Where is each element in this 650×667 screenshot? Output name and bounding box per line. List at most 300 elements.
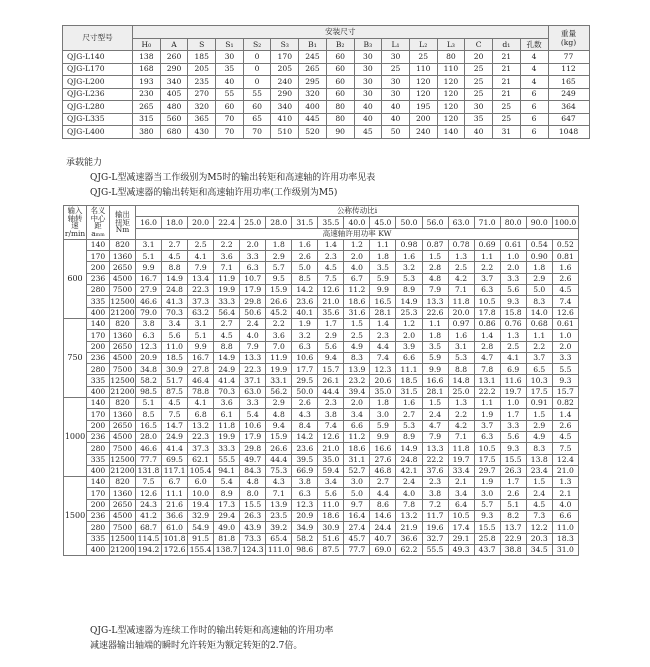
table-row	[64, 477, 579, 488]
power-cell: 12.3	[136, 341, 162, 352]
power-cell: 10.0	[188, 488, 214, 499]
power-cell: 10.6	[292, 352, 318, 363]
power-cell: 17.4	[448, 522, 474, 533]
center-distance-cell: 236	[87, 352, 110, 363]
power-cell: 69.5	[162, 454, 188, 465]
table-cell: 6	[520, 126, 548, 139]
table-cell: 120	[409, 88, 437, 101]
power-cell: 155.4	[188, 544, 214, 555]
torque-cell: 820	[110, 318, 136, 329]
power-cell: 13.2	[188, 420, 214, 431]
power-cell: 0.82	[552, 398, 578, 409]
power-cell: 46.6	[136, 443, 162, 454]
power-cell: 42.1	[396, 465, 422, 476]
power-cell: 1.8	[370, 251, 396, 262]
power-cell: 1.7	[500, 477, 526, 488]
power-cell: 1.6	[448, 330, 474, 341]
power-cell: 2.9	[266, 251, 292, 262]
power-cell: 2.2	[266, 318, 292, 329]
table-cell: 0	[243, 51, 271, 64]
power-cell: 65.4	[266, 533, 292, 544]
center-distance-cell: 200	[87, 499, 110, 510]
power-cell: 87.5	[162, 386, 188, 397]
torque-cell: 4500	[110, 273, 136, 284]
power-cell: 2.7	[162, 239, 188, 250]
table-cell: 40	[382, 101, 410, 114]
power-cell: 23.5	[266, 511, 292, 522]
power-cell: 9.5	[266, 273, 292, 284]
power-cell: 10.3	[526, 375, 552, 386]
power-cell: 124.3	[240, 544, 266, 555]
power-cell: 1.1	[526, 330, 552, 341]
column-header: L₂	[409, 39, 437, 51]
power-cell: 14.6	[370, 511, 396, 522]
power-cell: 0.98	[396, 239, 422, 250]
power-cell: 7.8	[474, 364, 500, 375]
column-header: S₃	[271, 39, 299, 51]
power-cell: 9.9	[136, 262, 162, 273]
table-cell: 320	[299, 88, 327, 101]
table-cell: 680	[160, 126, 188, 139]
power-cell: 23.2	[344, 375, 370, 386]
power-cell: 14.8	[448, 375, 474, 386]
power-cell: 7.0	[266, 341, 292, 352]
power-cell: 4.5	[552, 431, 578, 442]
power-cell: 2.8	[474, 341, 500, 352]
power-cell: 3.6	[214, 251, 240, 262]
ratio-cell: 90.0	[526, 217, 552, 228]
power-cell: 62.1	[188, 454, 214, 465]
power-cell: 3.6	[214, 398, 240, 409]
input-speed-cell: 750	[64, 318, 87, 397]
power-cell: 35.6	[318, 307, 344, 318]
power-cell: 1.4	[318, 239, 344, 250]
table-row	[63, 51, 590, 64]
footer-note-2: 减速器输出轴端的瞬时允许转矩为额定转矩的2.7倍。	[90, 641, 303, 651]
power-cell: 1.3	[552, 477, 578, 488]
power-cell: 10.5	[448, 511, 474, 522]
table-cell: 4	[520, 76, 548, 89]
power-cell: 23.6	[292, 296, 318, 307]
power-cell: 49.3	[448, 544, 474, 555]
center-distance-cell: 335	[87, 533, 110, 544]
power-cell: 3.4	[344, 409, 370, 420]
power-cell: 2.6	[500, 488, 526, 499]
power-cell: 21.0	[552, 465, 578, 476]
column-header: S	[188, 39, 216, 51]
power-cell: 14.9	[162, 273, 188, 284]
power-cell: 1.7	[318, 318, 344, 329]
table-row	[63, 113, 590, 126]
power-cell: 11.6	[500, 375, 526, 386]
column-header: H₀	[133, 39, 161, 51]
power-cell: 3.2	[396, 262, 422, 273]
power-cell: 17.3	[214, 499, 240, 510]
power-cell: 9.7	[344, 499, 370, 510]
table-cell: 185	[188, 51, 216, 64]
table-row	[64, 352, 579, 363]
power-cell: 2.4	[240, 318, 266, 329]
table-row	[64, 341, 579, 352]
power-cell: 11.0	[552, 522, 578, 533]
power-cell: 1.8	[422, 330, 448, 341]
table-cell: 30	[382, 76, 410, 89]
table-cell: 77	[548, 51, 589, 64]
power-cell: 16.5	[136, 420, 162, 431]
power-cell: 84.3	[240, 465, 266, 476]
power-cell: 15.5	[500, 454, 526, 465]
power-cell: 39.5	[292, 454, 318, 465]
table-cell: 205	[188, 63, 216, 76]
power-cell: 2.6	[292, 398, 318, 409]
ratio-cell: 56.0	[422, 217, 448, 228]
power-cell: 32.7	[422, 533, 448, 544]
power-cell: 9.9	[370, 285, 396, 296]
power-cell: 12.4	[552, 454, 578, 465]
table-cell: 120	[437, 76, 465, 89]
torque-cell: 1360	[110, 488, 136, 499]
power-cell: 19.9	[214, 431, 240, 442]
table-cell: 410	[271, 113, 299, 126]
power-cell: 16.7	[188, 352, 214, 363]
power-cell: 14.9	[214, 352, 240, 363]
power-cell: 1.5	[526, 409, 552, 420]
table-cell: 20	[465, 51, 493, 64]
power-cell: 8.5	[292, 273, 318, 284]
power-cell: 2.0	[344, 398, 370, 409]
power-cell: 2.0	[396, 330, 422, 341]
torque-cell: 2650	[110, 262, 136, 273]
power-cell: 5.0	[344, 488, 370, 499]
power-cell: 1.4	[552, 409, 578, 420]
power-cell: 6.3	[292, 488, 318, 499]
power-cell: 34.9	[292, 522, 318, 533]
power-cell: 98.5	[136, 386, 162, 397]
ratio-cell: 35.5	[318, 217, 344, 228]
power-cell: 4.5	[214, 330, 240, 341]
power-cell: 35.0	[370, 386, 396, 397]
power-cell: 55.5	[422, 544, 448, 555]
table-row	[63, 63, 590, 76]
table-cell: 205	[271, 63, 299, 76]
power-cell: 29.5	[292, 375, 318, 386]
power-cell: 9.9	[188, 341, 214, 352]
power-cell: 4.0	[240, 330, 266, 341]
center-distance-cell: 170	[87, 409, 110, 420]
power-cell: 45.2	[266, 307, 292, 318]
table-cell: 70	[216, 126, 244, 139]
power-cell: 8.6	[370, 499, 396, 510]
power-cell: 2.5	[188, 239, 214, 250]
power-cell: 4.8	[266, 409, 292, 420]
table-cell: 35	[216, 63, 244, 76]
column-header: S₁	[216, 39, 244, 51]
power-cell: 8.0	[240, 488, 266, 499]
power-cell: 7.9	[188, 262, 214, 273]
power-cell: 2.0	[552, 341, 578, 352]
table-cell: 55	[216, 88, 244, 101]
power-cell: 77.7	[136, 454, 162, 465]
table-cell: 31	[492, 126, 520, 139]
power-cell: 7.4	[370, 352, 396, 363]
table-row	[64, 454, 579, 465]
power-cell: 4.9	[526, 431, 552, 442]
power-cell: 0.61	[552, 318, 578, 329]
power-cell: 2.0	[344, 251, 370, 262]
power-cell: 6.1	[214, 409, 240, 420]
power-cell: 6.9	[500, 364, 526, 375]
power-cell: 0.54	[526, 239, 552, 250]
power-cell: 17.5	[474, 454, 500, 465]
torque-cell: 12500	[110, 533, 135, 543]
torque-cell: 820	[110, 477, 136, 488]
power-cell: 1.6	[552, 262, 578, 273]
power-cell: 0.52	[552, 239, 578, 250]
table-cell: 4	[520, 51, 548, 64]
power-cell: 3.1	[448, 341, 474, 352]
power-cell: 11.7	[422, 511, 448, 522]
power-cell: 5.9	[370, 273, 396, 284]
power-cell: 1.1	[474, 398, 500, 409]
table-cell: 290	[160, 63, 188, 76]
power-cell: 2.6	[552, 420, 578, 431]
power-cell: 1.7	[500, 409, 526, 420]
power-cell: 6.5	[526, 364, 552, 375]
power-cell: 37.3	[188, 296, 214, 307]
table-cell: 30	[354, 88, 382, 101]
center-distance-cell: 335	[87, 375, 110, 386]
power-cell: 4.0	[344, 262, 370, 273]
power-cell: 5.9	[422, 352, 448, 363]
power-cell: 46.6	[136, 296, 162, 307]
torque-cell: 2650	[110, 499, 136, 510]
table-cell: 138	[133, 51, 161, 64]
table-cell: 200	[409, 113, 437, 126]
table-cell: 21	[492, 51, 520, 64]
table-cell: 270	[188, 88, 216, 101]
power-cell: 91.5	[188, 533, 214, 544]
power-cell: 24.8	[396, 454, 422, 465]
ratio-cell: 40.0	[344, 217, 370, 228]
power-cell: 37.1	[240, 375, 266, 386]
table-cell: 295	[299, 76, 327, 89]
power-cell: 13.3	[422, 296, 448, 307]
table-cell: 55	[243, 88, 271, 101]
power-cell: 44.4	[318, 386, 344, 397]
power-cell: 14.9	[396, 296, 422, 307]
power-cell: 6.7	[162, 477, 188, 488]
power-cell: 17.7	[292, 364, 318, 375]
table-row	[64, 465, 579, 476]
power-cell: 0.87	[422, 239, 448, 250]
center-distance-cell: 236	[87, 431, 110, 442]
power-cell: 5.5	[552, 364, 578, 375]
power-cell: 68.7	[136, 522, 162, 533]
table-row	[64, 420, 579, 431]
power-cell: 26.6	[266, 443, 292, 454]
table-row	[63, 76, 590, 89]
power-cell: 13.3	[240, 352, 266, 363]
power-cell: 1.9	[292, 318, 318, 329]
power-cell: 3.8	[318, 409, 344, 420]
power-cell: 19.9	[214, 285, 240, 296]
torque-cell: 4500	[110, 431, 136, 442]
model-cell: QJG-L140	[63, 51, 133, 64]
power-cell: 98.6	[292, 544, 318, 555]
power-cell: 111.0	[266, 544, 292, 555]
table-cell: 45	[354, 126, 382, 139]
input-speed-cell: 1000	[64, 398, 87, 477]
torque-cell: 21200	[110, 387, 135, 397]
install-dimensions-header: 安装尺寸	[133, 26, 549, 39]
power-cell: 27.9	[136, 285, 162, 296]
power-cell: 28.1	[370, 307, 396, 318]
power-cell: 2.5	[448, 262, 474, 273]
power-cell: 7.4	[318, 420, 344, 431]
table-row	[64, 330, 579, 341]
power-cell: 3.1	[188, 318, 214, 329]
power-cell: 27.6	[370, 454, 396, 465]
power-cell: 5.1	[188, 330, 214, 341]
table-cell: 80	[326, 113, 354, 126]
power-cell: 0.81	[552, 251, 578, 262]
table-row	[64, 544, 579, 555]
center-distance-cell: 280	[87, 522, 110, 533]
power-cell: 16.7	[136, 273, 162, 284]
power-cell: 13.1	[474, 375, 500, 386]
column-header: 孔数	[520, 39, 548, 51]
torque-cell: 2650	[110, 420, 136, 431]
weight-header: 重量 (kg)	[548, 26, 589, 51]
power-cell: 20.6	[370, 375, 396, 386]
power-cell: 1.8	[370, 398, 396, 409]
power-cell: 2.9	[266, 398, 292, 409]
center-distance-cell: 280	[87, 364, 110, 375]
power-cell: 2.6	[292, 251, 318, 262]
table-cell: 25	[492, 101, 520, 114]
column-header: C	[465, 39, 493, 51]
power-cell: 13.3	[422, 443, 448, 454]
center-distance-cell: 400	[87, 465, 110, 476]
table-row	[64, 262, 579, 273]
power-cell: 36.6	[396, 533, 422, 544]
table-cell: 60	[326, 88, 354, 101]
power-cell: 9.4	[318, 352, 344, 363]
power-cell: 3.3	[500, 273, 526, 284]
table-cell: 240	[271, 76, 299, 89]
table-cell: 4	[520, 63, 548, 76]
power-cell: 22.6	[422, 307, 448, 318]
power-cell: 63.0	[240, 386, 266, 397]
power-cell: 56.4	[214, 307, 240, 318]
power-cell: 1.3	[500, 330, 526, 341]
torque-cell: 21200	[110, 466, 135, 476]
power-cell: 3.4	[448, 488, 474, 499]
power-cell: 19.9	[266, 364, 292, 375]
power-cell: 2.4	[526, 488, 552, 499]
center-distance-cell: 140	[87, 398, 110, 409]
table-cell: 30	[465, 101, 493, 114]
power-cell: 40.1	[292, 307, 318, 318]
torque-cell: 820	[110, 398, 136, 409]
power-cell: 52.7	[344, 465, 370, 476]
table-row	[64, 364, 579, 375]
power-cell: 6.3	[240, 262, 266, 273]
table-cell: 70	[243, 126, 271, 139]
power-cell: 41.2	[136, 511, 162, 522]
power-cell: 11.1	[396, 364, 422, 375]
power-cell: 66.9	[292, 465, 318, 476]
power-cell: 3.3	[240, 251, 266, 262]
center-distance-cell: 170	[87, 251, 110, 262]
power-cell: 2.9	[318, 330, 344, 341]
table-cell: 25	[465, 63, 493, 76]
power-cell: 15.5	[474, 522, 500, 533]
power-cell: 10.6	[240, 420, 266, 431]
power-cell: 49.0	[214, 522, 240, 533]
table-row	[64, 511, 579, 522]
power-cell: 73.3	[240, 533, 266, 544]
power-cell: 4.9	[344, 341, 370, 352]
power-cell: 21.6	[162, 499, 188, 510]
table-cell: 110	[409, 63, 437, 76]
power-cell: 18.5	[396, 375, 422, 386]
table-row	[64, 533, 579, 544]
ratio-cell: 16.0	[136, 217, 162, 228]
power-cell: 20.3	[526, 533, 552, 544]
power-cell: 8.3	[526, 443, 552, 454]
power-cell: 44.4	[266, 454, 292, 465]
table-row	[63, 126, 590, 139]
torque-cell: 1360	[110, 330, 136, 341]
table-cell: 30	[216, 51, 244, 64]
power-cell: 0.78	[448, 239, 474, 250]
power-cell: 51.7	[162, 375, 188, 386]
table-cell: 193	[133, 76, 161, 89]
power-cell: 3.9	[396, 341, 422, 352]
power-cell: 5.4	[214, 477, 240, 488]
power-cell: 61.0	[162, 522, 188, 533]
table-cell: 365	[188, 113, 216, 126]
power-cell: 9.3	[474, 511, 500, 522]
power-cell: 4.1	[500, 352, 526, 363]
power-cell: 10.5	[474, 296, 500, 307]
center-distance-cell: 200	[87, 341, 110, 352]
power-cell: 1.1	[474, 251, 500, 262]
center-distance-cell: 400	[87, 544, 110, 555]
ratio-cell: 22.4	[214, 217, 240, 228]
table-cell: 30	[354, 63, 382, 76]
table-cell: 0	[243, 76, 271, 89]
power-cell: 14.2	[292, 431, 318, 442]
table-cell: 120	[437, 113, 465, 126]
power-cell: 34.5	[526, 544, 552, 555]
ratio-cell: 28.0	[266, 217, 292, 228]
power-cell: 55.5	[214, 454, 240, 465]
power-cell: 51.6	[318, 533, 344, 544]
table-cell: 445	[299, 113, 327, 126]
power-cell: 9.4	[266, 420, 292, 431]
table-cell: 380	[133, 126, 161, 139]
power-cell: 30.9	[318, 522, 344, 533]
table-row	[64, 488, 579, 499]
center-distance-header: 名义 中心 距 aₘₘ	[87, 206, 110, 240]
power-cell: 12.3	[292, 499, 318, 510]
power-cell: 11.1	[162, 488, 188, 499]
table-cell: 340	[160, 76, 188, 89]
power-cell: 17.8	[474, 307, 500, 318]
power-cell: 4.1	[188, 251, 214, 262]
